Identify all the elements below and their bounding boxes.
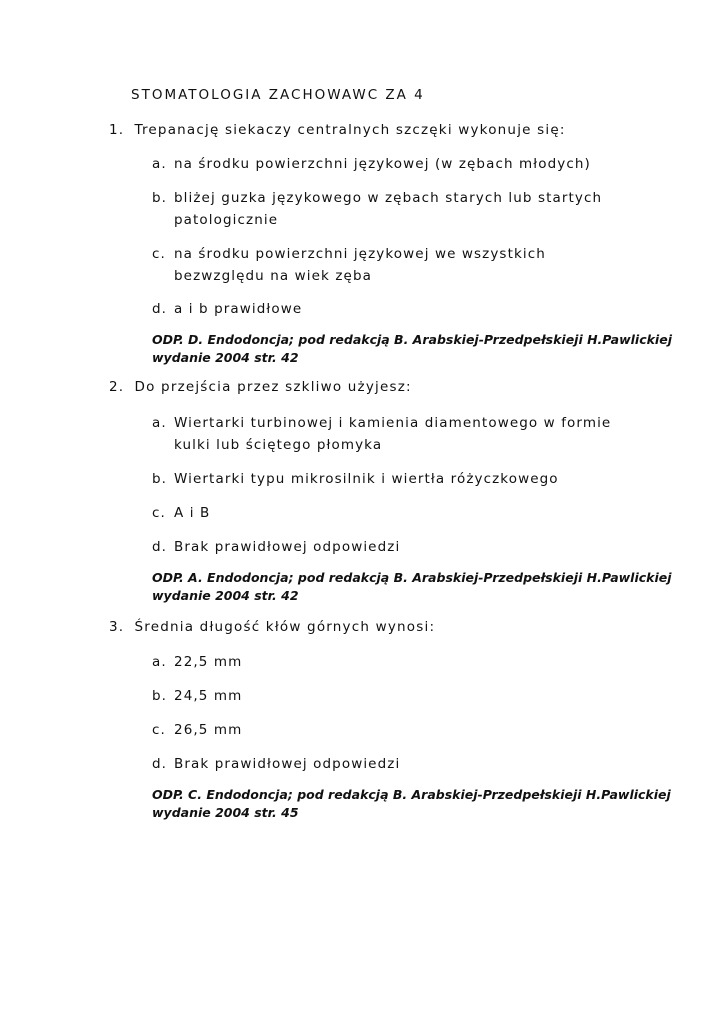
question-text: Do przejścia przez szkliwo użyjesz: — [134, 379, 412, 395]
option-text: A i B — [174, 505, 211, 521]
question-text: Trepanację siekaczy centralnych szczęki wykonuje się: — [134, 122, 566, 138]
question-3-option-b — [152, 685, 642, 707]
question-2-option-d — [152, 536, 642, 558]
option-text: 24,5 mm — [174, 688, 243, 704]
option-text: bliżej guzka językowego w zębach starych lub startych patologicznie — [174, 190, 603, 228]
question-3 — [109, 619, 669, 635]
option-text: Brak prawidłowej odpowiedzi — [174, 756, 401, 772]
option-text: Brak prawidłowej odpowiedzi — [174, 539, 401, 555]
option-letter: d. — [152, 301, 168, 317]
question-1-option-b — [152, 187, 642, 231]
answer-source: wydanie 2004 str. 42 — [152, 350, 299, 365]
option-letter: b. — [152, 471, 168, 487]
question-2-option-b — [152, 468, 642, 490]
option-letter: a. — [152, 415, 167, 431]
option-letter: d. — [152, 756, 168, 772]
answer-source: wydanie 2004 str. 45 — [152, 805, 299, 820]
option-text: 22,5 mm — [174, 654, 243, 670]
question-text: Średnia długość kłów górnych wynosi: — [134, 619, 436, 635]
option-letter: b. — [152, 688, 168, 704]
option-text: Wiertarki turbinowej i kamienia diamentowego w formie kulki lub ściętego płomyka — [174, 415, 612, 453]
option-text: na środku powierzchni językowej we wszystkich bezwzględu na wiek zęba — [174, 246, 546, 284]
option-letter: a. — [152, 156, 167, 172]
question-1-option-d — [152, 298, 642, 320]
option-text: 26,5 mm — [174, 722, 243, 738]
question-1-answer — [152, 331, 672, 367]
option-text: Wiertarki typu mikrosilnik i wiertła różyczkowego — [174, 471, 559, 487]
option-text: na środku powierzchni językowej (w zębach młodych) — [174, 156, 591, 172]
question-2-option-a — [152, 412, 642, 456]
question-2 — [109, 379, 669, 395]
document-title: STOMATOLOGIA ZACHOWAWC ZA 4 — [131, 87, 425, 103]
answer-line: ODP. C. Endodoncja; pod redakcją B. Arabskiej-Przedpełskieji H.Pawlickiej — [152, 787, 671, 802]
question-3-option-c — [152, 719, 642, 741]
question-3-answer — [152, 786, 671, 822]
question-1 — [109, 122, 669, 138]
answer-line: ODP. A. Endodoncja; pod redakcją B. Arabskiej-Przedpełskieji H.Pawlickiej — [152, 570, 672, 585]
question-number: 2. — [109, 379, 125, 395]
option-letter: c. — [152, 246, 166, 262]
answer-line: ODP. D. Endodoncja; pod redakcją B. Arabskiej-Przedpełskieji H.Pawlickiej — [152, 332, 672, 347]
question-3-option-a — [152, 651, 642, 673]
question-3-option-d — [152, 753, 642, 775]
option-text: a i b prawidłowe — [174, 301, 303, 317]
question-1-option-c — [152, 243, 642, 287]
question-2-option-c — [152, 502, 642, 524]
answer-source: wydanie 2004 str. 42 — [152, 588, 299, 603]
option-letter: a. — [152, 654, 167, 670]
option-letter: b. — [152, 190, 168, 206]
question-1-option-a — [152, 153, 642, 175]
question-number: 1. — [109, 122, 125, 138]
question-2-answer — [152, 569, 672, 605]
option-letter: d. — [152, 539, 168, 555]
option-letter: c. — [152, 722, 166, 738]
question-number: 3. — [109, 619, 125, 635]
option-letter: c. — [152, 505, 166, 521]
